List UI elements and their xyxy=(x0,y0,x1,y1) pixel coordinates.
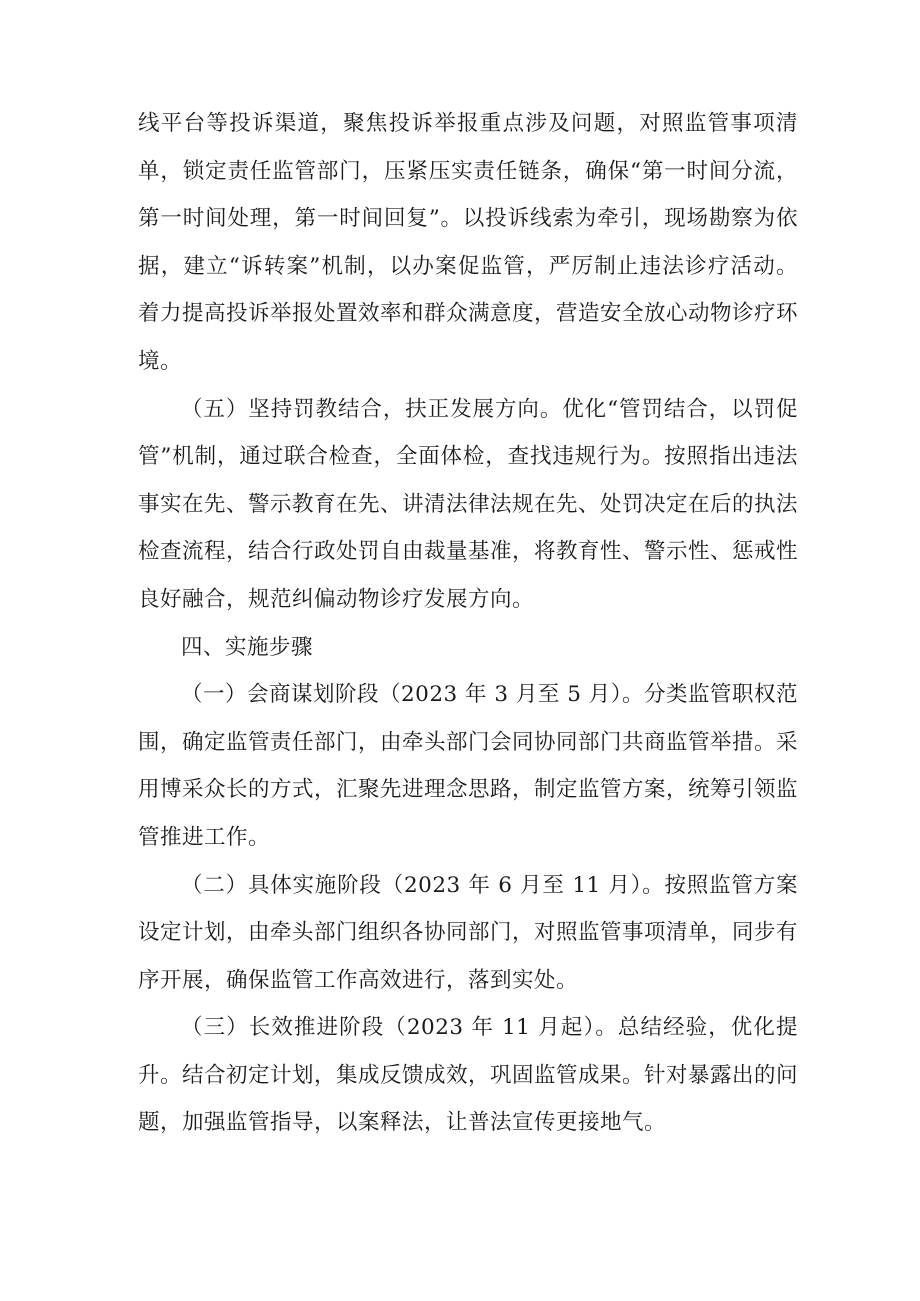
paragraph-step-long-term: （三）长效推进阶段（2023 年 11 月起）。总结经验，优化提升。结合初定计划，集成反馈成效，巩固监管成果。针对暴露出的问题，加强监管指导，以案释法，让普法宣传更接地气。 xyxy=(138,1015,799,1136)
section-heading-implementation-steps: 四、实施步骤 xyxy=(181,634,314,660)
paragraph-step-planning: （一）会商谋划阶段（2023 年 3 月至 5 月）。分类监管职权范围，确定监管责任部门，由牵头部门会同协同部门共商监管举措。采用博采众长的方式，汇聚先进理念思路，制定监管方案，统筹引领监管推进工作。 xyxy=(138,682,799,850)
paragraph-step-implementation: （二）具体实施阶段（2023 年 6 月至 11 月）。按照监管方案设定计划，由牵头部门组织各协同部门，对照监管事项清单，同步有序开展，确保监管工作高效进行，落到实处。 xyxy=(138,872,799,993)
document-body xyxy=(138,100,798,1147)
paragraph-complaint-channels: 线平台等投诉渠道，聚焦投诉举报重点涉及问题，对照监管事项清单，锁定责任监管部门，压紧压实责任链条，确保“第一时间分流，第一时间处理，第一时间回复”。以投诉线索为牵引，现场勘察为依据，建立“诉转案”机制，以办案促监管，严厉制止违法诊疗活动。着力提高投诉举报处置效率和群众满意度，营造安全放心动物诊疗环境。 xyxy=(138,111,799,374)
paragraph-penalty-education: （五）坚持罚教结合，扶正发展方向。优化“管罚结合，以罚促管”机制，通过联合检查，全面体检，查找违规行为。按照指出违法事实在先、警示教育在先、讲清法律法规在先、处罚决定在后的执法检查流程，结合行政处罚自由裁量基准，将教育性、警示性、惩戒性良好融合，规范纠偏动物诊疗发展方向。 xyxy=(138,396,799,612)
